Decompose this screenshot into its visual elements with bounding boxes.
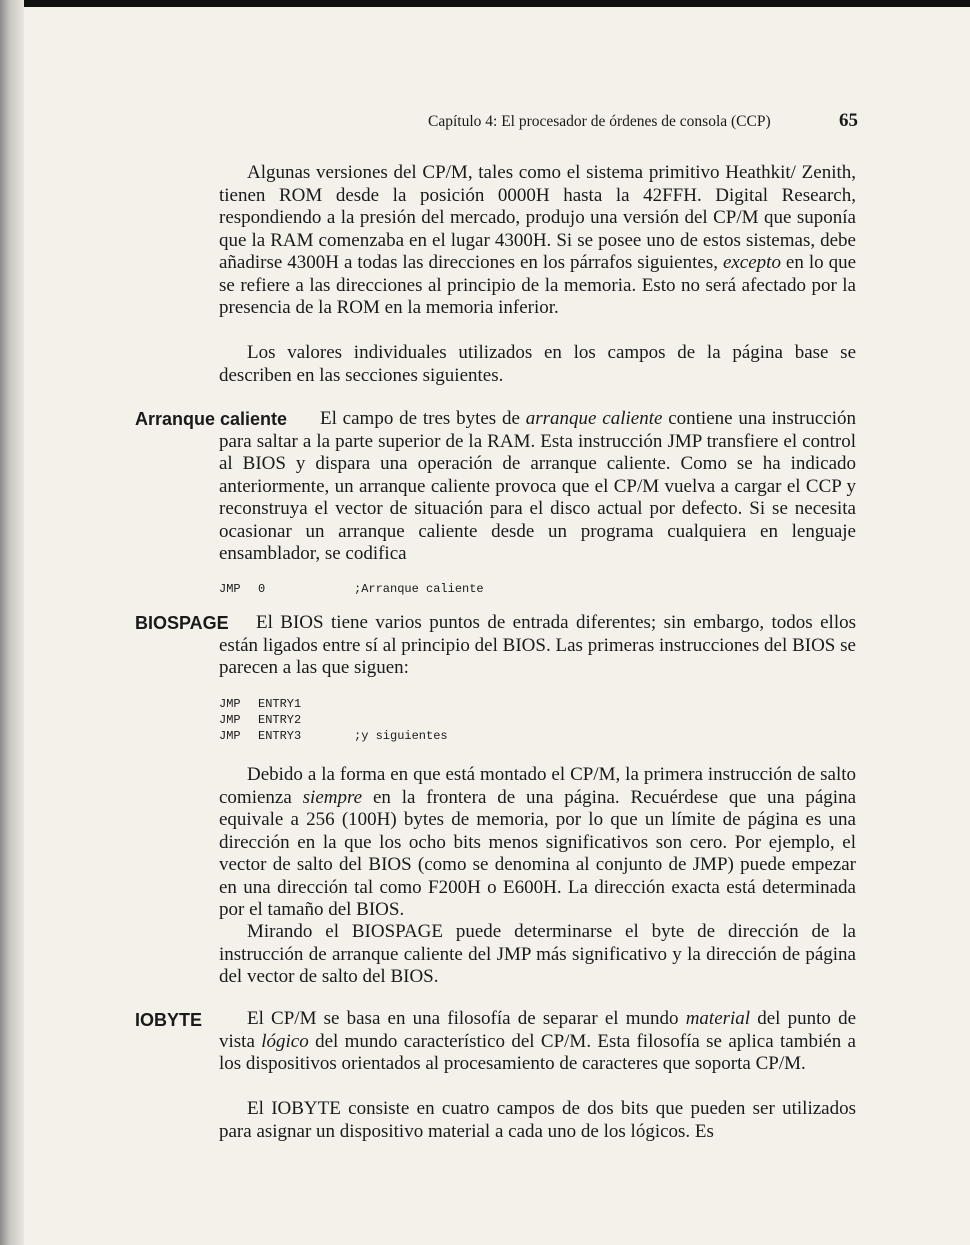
term-biospage: BIOSPAGE [135,613,229,633]
term-arranque-caliente: Arranque caliente [135,409,288,429]
running-title: Capítulo 4: El procesador de órdenes de consola (CCP) [428,113,771,130]
code-block-warm-start [219,581,484,597]
page-number: 65 [839,110,858,131]
iobyte-paragraph-2: El IOBYTE consiste en cuatro campos de dos bits que pueden ser utilizados para asignar un dispositivo material a cada uno de los lógicos. Es [219,1098,856,1142]
scan-top-edge [0,0,970,7]
biospage-paragraph-2: Debido a la forma en que está montado el CP/M, la primera instrucción de salto comienza siempre en la frontera de una página. Recuérdese que una página equivale a 256 (100H) bytes de memoria, por lo que un límite de página es una dirección en la que los ocho bits menos significativos son cero. Por ejemplo, el vector de salto del BIOS (como se denomina al conjunto de JMP) puede empezar en una dirección tal como F200H o E600H. La dirección exacta está determinada por el tamaño del BIOS. [219,764,857,920]
code-line: JMP ENTRY1 [219,697,302,711]
scan-binding-shadow [0,0,24,1245]
code-line: JMP 0 ;Arranque caliente [219,582,484,596]
page-header [428,110,858,134]
biospage-paragraph: El BIOS tiene varios puntos de entrada diferentes; sin embargo, todos ellos están ligados entre sí al principio del BIOS. Las primeras instrucciones del BIOS se parecen a las que siguen: [219,612,856,678]
code-line: JMP ENTRY2 [219,713,302,727]
intro-paragraph-2: Los valores individuales utilizados en los campos de la página base se describen en las secciones siguientes. [219,342,856,386]
iobyte-paragraph: El CP/M se basa en una filosofía de separar el mundo material del punto de vista lógico del mundo característico del CP/M. Esta filosofía se aplica también a los dispositivos orientados al procesamiento de caracteres que soporta CP/M. [219,1008,857,1074]
warm-start-paragraph: El campo de tres bytes de arranque caliente contiene una instrucción para saltar a la parte superior de la RAM. Esta instrucción JMP transfiere el control al BIOS y dispara una operación de arranque caliente. Como se ha indicado anteriormente, un arranque caliente provoca que el CP/M vuelva a cargar el CCP y reconstruya el vector de situación para el disco actual por defecto. Si se necesita ocasionar un arranque caliente desde un programa cualquiera en lenguaje ensamblador, se codifica [219,408,857,564]
code-line: JMP ENTRY3 ;y siguientes [219,729,448,743]
term-iobyte: IOBYTE [135,1010,203,1030]
intro-paragraph-1: Algunas versiones del CP/M, tales como el sistema primitivo Heathkit/ Zenith, tienen ROM desde la posición 0000H hasta la 42FFH. Digital Research, respondiendo a la presión del mercado, produjo una versión del CP/M que suponía que la RAM comenzaba en el lugar 4300H. Si se posee uno de estos sistemas, debe añadirse 4300H a todas las direcciones en los párrafos siguientes, excepto en lo que se refiere a las direcciones al principio de la memoria. Esto no será afectado por la presencia de la ROM en la memoria inferior. [219,162,856,318]
code-block-biospage [219,696,448,744]
biospage-paragraph-3: Mirando el BIOSPAGE puede determinarse el byte de dirección de la instrucción de arranque caliente del JMP más significativo y la dirección de página del vector de salto del BIOS. [219,921,856,987]
